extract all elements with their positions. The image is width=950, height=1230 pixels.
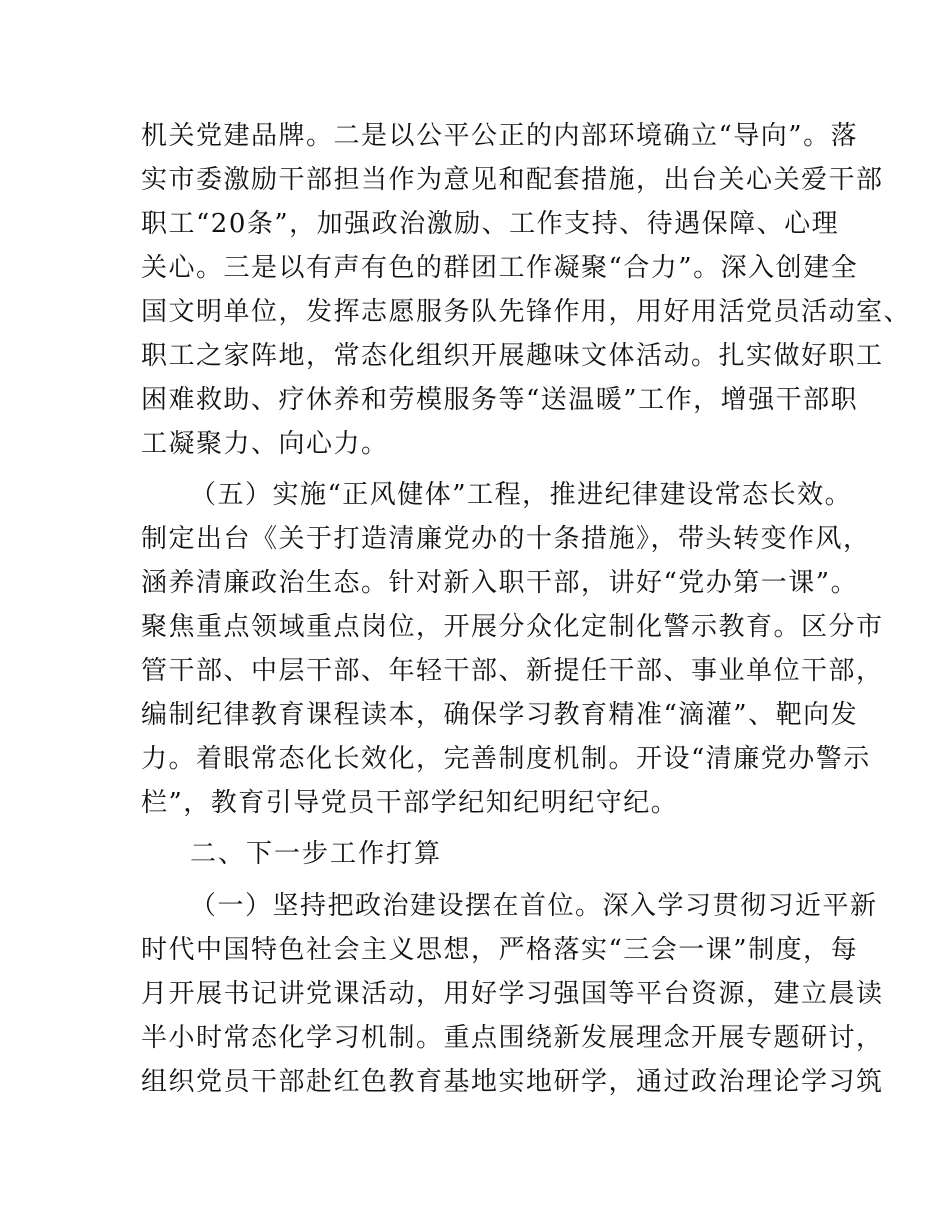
- text-line: 工凝聚力、向心力。: [141, 429, 389, 459]
- text-line: 编制纪律教育课程读本，确保学习教育精准“滴灌”、靶向发: [141, 700, 859, 730]
- text-line: 管干部、中层干部、年轻干部、新提任干部、事业单位干部，: [141, 656, 884, 686]
- text-line: 时代中国特色社会主义思想，严格落实“三会一课”制度，每: [141, 935, 859, 965]
- text-line: 困难救助、疗休养和劳模服务等“送温暖”工作，增强干部职: [141, 385, 859, 415]
- text-line: 实市委激励干部担当作为意见和配套措施，出台关心关爱干部: [141, 165, 884, 195]
- chapter-heading: 二、下一步工作打算: [190, 839, 443, 869]
- text-line: 国文明单位，发挥志愿服务队先锋作用，用好用活党员活动室、: [141, 297, 912, 327]
- text-line: 职工“20条”，加强政治激励、工作支持、待遇保障、心理: [141, 209, 840, 239]
- text-line: 制定出台《关于打造清廉党办的十条措施》，带头转变作风，: [141, 524, 871, 554]
- text-line: 机关党建品牌。二是以公平公正的内部环境确立“导向”。落: [141, 121, 859, 151]
- text-line: 职工之家阵地，常态化组织开展趣味文体活动。扎实做好职工: [141, 341, 884, 371]
- text-line: 组织党员干部赴红色教育基地实地研学，通过政治理论学习筑: [141, 1067, 884, 1097]
- text-line: 聚焦重点领域重点岗位，开展分众化定制化警示教育。区分市: [141, 612, 884, 642]
- text-line: 半小时常态化学习机制。重点围绕新发展理念开展专题研讨，: [141, 1023, 884, 1053]
- text-line: 栏”，教育引导党员干部学纪知纪明纪守纪。: [141, 788, 679, 818]
- section-heading: （五）实施“正风健体”工程，推进纪律建设常态长效。: [190, 480, 853, 510]
- text-line: 力。着眼常态化长效化，完善制度机制。开设“清廉党办警示: [141, 744, 871, 774]
- text-line: 关心。三是以有声有色的群团工作凝聚“合力”。深入创建全: [141, 253, 859, 283]
- text-line: 涵养清廉政治生态。针对新入职干部，讲好“党办第一课”。: [141, 568, 859, 598]
- text-line: 月开展书记讲党课活动，用好学习强国等平台资源，建立晨读: [141, 979, 884, 1009]
- section-heading: （一）坚持把政治建设摆在首位。深入学习贯彻习近平新: [190, 891, 878, 921]
